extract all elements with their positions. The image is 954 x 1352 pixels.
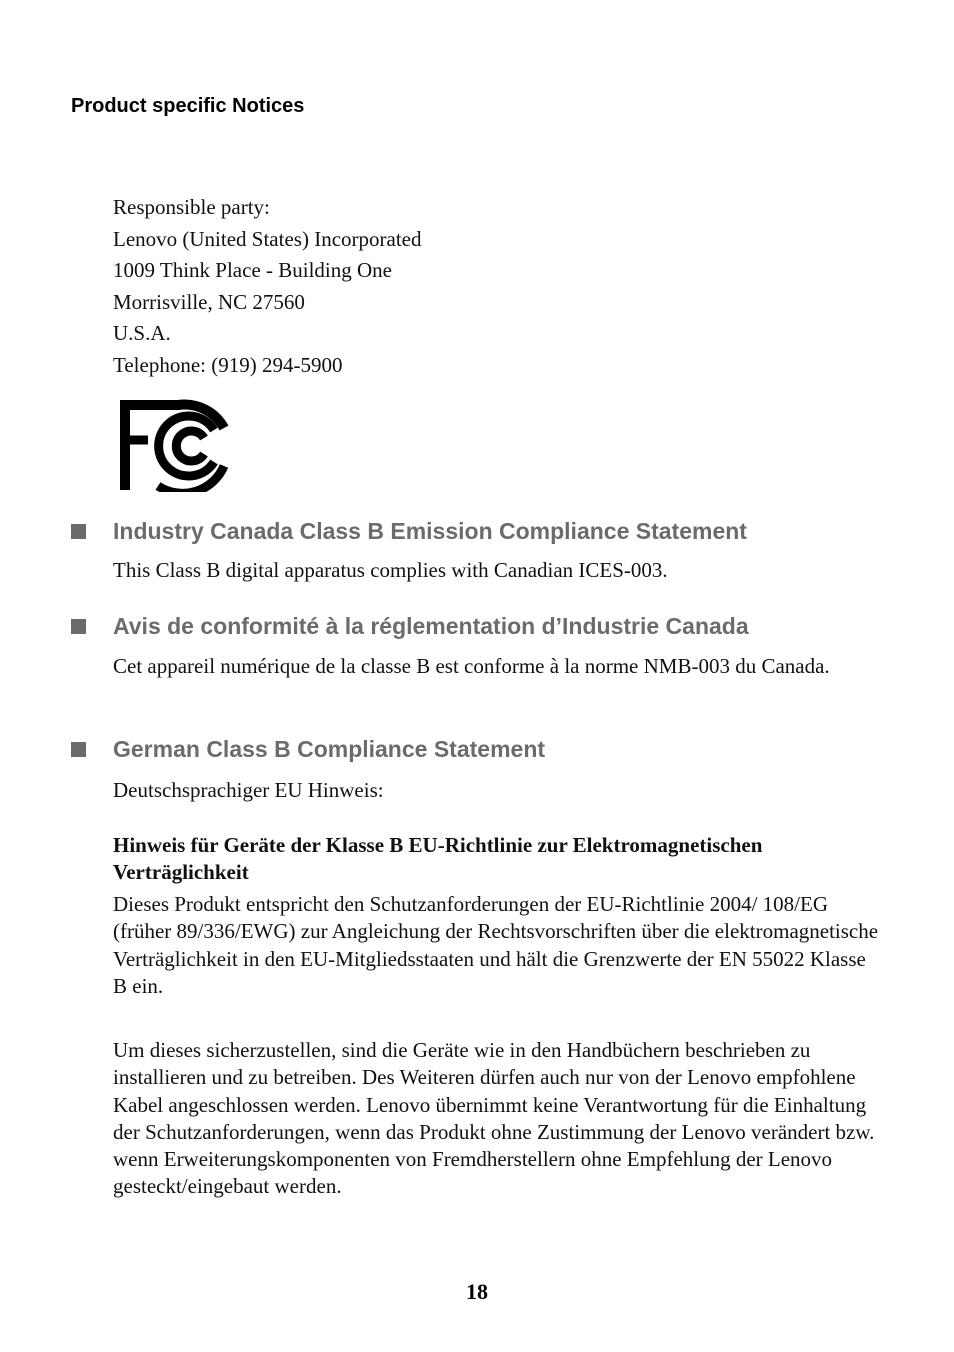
german-emc-subheading: Hinweis für Geräte der Klasse B EU-Richtlinie zur Elektromagnetischen Verträglichkeit	[113, 833, 763, 885]
address-line: Telephone: (919) 294-5900	[113, 352, 343, 377]
section-heading-industry-canada	[71, 517, 747, 545]
section-heading-avis-conformite	[71, 612, 749, 640]
section-heading-text: Industry Canada Class B Emission Compliance Statement	[113, 518, 747, 544]
address-line: Lenovo (United States) Incorporated	[113, 226, 422, 251]
section-heading-text: German Class B Compliance Statement	[113, 736, 546, 762]
avis-conformite-statement: Cet appareil numérique de la classe B est conforme à la norme NMB-003 du Canada.	[113, 654, 830, 678]
address-line: U.S.A.	[113, 321, 171, 346]
german-emc-paragraph: Um dieses sicherzustellen, sind die Geräte wie in den Handbüchern beschrieben zu installieren und zu betreiben. Des Weiteren dürfen auch nur von der Lenovo empfohlene Kabel angeschlossen werden. Lenovo übernimmt keine Verantwortung für die Einhaltung der Schutzanforderungen, wenn das Produkt ohne Zustimmung der Lenovo verändert bzw. wenn Erweiterungskomponenten von Fremdherstellern ohne Empfehlung der Lenovo gesteckt/eingebaut werden.	[113, 1038, 875, 1199]
german-emc-paragraph: Dieses Produkt entspricht den Schutzanforderungen der EU-Richtlinie 2004/ 108/EG (früher 89/336/EWG) zur Angleichung der Rechtsvorschriften über die elektromagnetische Verträglichkeit in den EU-Mitgliedsstaaten und hält die Grenzwerte der EN 55022 Klasse B ein.	[113, 892, 879, 998]
square-bullet-icon	[71, 524, 86, 539]
address-line: 1009 Think Place - Building One	[113, 258, 392, 283]
section-heading-german-class-b	[71, 735, 545, 763]
responsible-party-address	[113, 192, 421, 382]
german-eu-notice-label: Deutschsprachiger EU Hinweis:	[113, 778, 384, 802]
square-bullet-icon	[71, 619, 86, 634]
section-heading-text: Avis de conformité à la réglementation d’Industrie Canada	[113, 613, 749, 639]
fcc-logo-icon	[118, 398, 230, 492]
address-line: Morrisville, NC 27560	[113, 289, 305, 314]
address-line: Responsible party:	[113, 195, 270, 219]
industry-canada-statement: This Class B digital apparatus complies with Canadian ICES-003.	[113, 558, 668, 582]
running-title: Product specific Notices	[71, 95, 305, 117]
square-bullet-icon	[71, 742, 86, 757]
page-number: 18	[466, 1279, 488, 1304]
